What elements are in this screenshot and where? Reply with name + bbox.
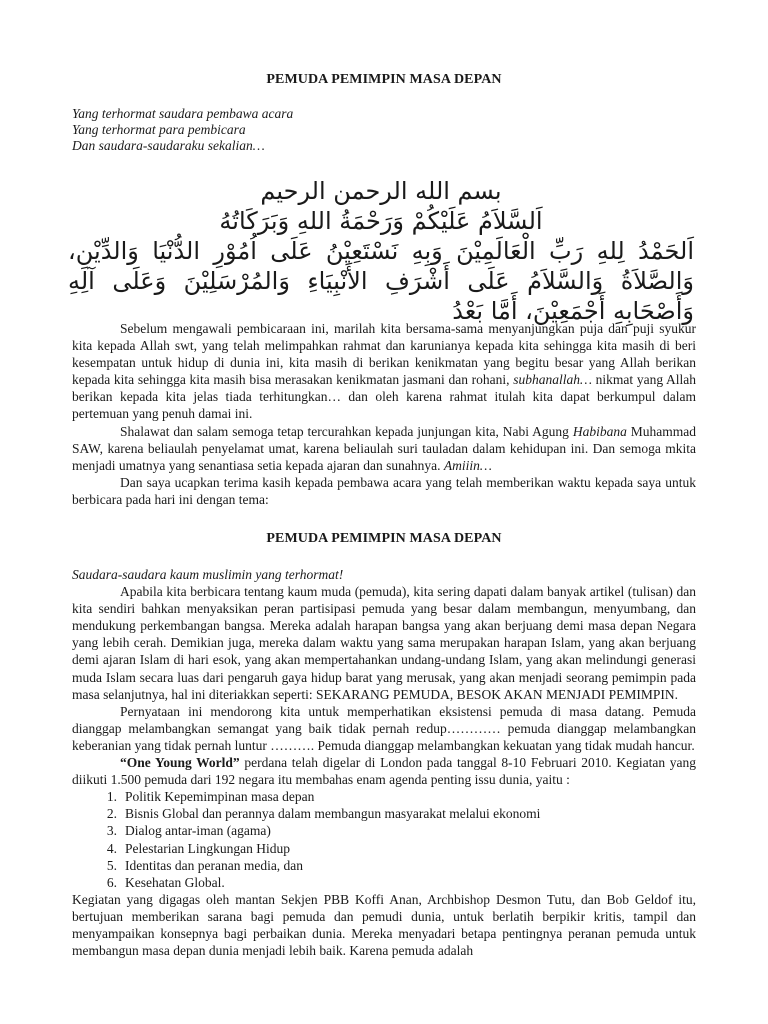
intro-text: Shalawat dan salam semoga tetap tercurahkan kepada junjungan kita, Nabi Agung: [120, 423, 569, 439]
agenda-list: [72, 788, 696, 891]
intro-paragraph-3: Dan saya ucapkan terima kasih kepada pembawa acara yang telah memberikan waktu kepada saya untuk berbicara pada hari ini dengan tema:: [72, 474, 696, 507]
intro-italic: Amiiin…: [443, 457, 492, 473]
list-text: Politik Kepemimpinan masa depan: [125, 789, 315, 805]
greeting-line: Yang terhormat saudara pembawa acara: [72, 106, 294, 121]
list-number: 5.: [106, 857, 117, 873]
list-number: 6.: [106, 874, 117, 890]
main-section: [72, 566, 696, 959]
list-item: [72, 822, 696, 839]
list-text: Dialog antar-iman (agama): [125, 823, 271, 839]
list-text: Kesehatan Global.: [125, 874, 225, 890]
list-text: Bisnis Global dan perannya dalam membangun masyarakat melalui ekonomi: [125, 806, 541, 822]
list-item: [72, 788, 696, 805]
arabic-salam: اَلسَّلاَمُ عَلَيْكُمْ وَرَحْمَةُ اللهِ وَبَرَكَاتُهُ: [219, 207, 543, 235]
event-name: “One Young World”: [120, 755, 240, 771]
arabic-basmala: بسم الله الرحمن الرحيم: [260, 177, 502, 205]
arabic-closing: وَأَصْحَابِهِ أَجْمَعِيْنَ، أَمَّا بَعْدُ: [452, 297, 694, 325]
intro-section: [72, 320, 696, 508]
greeting-block: [72, 106, 293, 154]
list-text: Pelestarian Lingkungan Hidup: [125, 840, 290, 856]
list-item: [72, 840, 696, 857]
list-item: [72, 805, 696, 822]
intro-text: Sebelum mengawali pembicaraan ini, marilah kita bersama-sama menyanjungkan puja dan puji syukur kita kepada Allah swt, yang telah melimpahkan rahmat dan karunianya kepada kita sehingga kita masih di beri kesempatan untuk hidup di dunia ini, kita masih di berikan kenikmatan yang begitu besar yang Allah berikan kepada kita sehingga kita masih bisa merasakan kenikmatan jasmani dan rohani,: [72, 321, 696, 388]
list-number: 1.: [106, 789, 117, 805]
section-title: PEMUDA PEMIMPIN MASA DEPAN: [266, 531, 502, 546]
greeting-line: Dan saudara-saudaraku sekalian…: [72, 138, 265, 153]
arabic-opening: [68, 176, 694, 326]
intro-text: nikmat yang Allah berikan kepada kita jelas tiada terhitungkan… dan oleh karena rahmat itulah kita dapat berkumpul dalam pertemuan yang penuh damai ini.: [72, 372, 697, 422]
main-text: perdana telah digelar di London pada tanggal 8-10 Februari 2010. Kegiatan yang diikuti 1.500 pemuda dari 192 negara itu membahas enam agenda penting issu dunia, yaitu :: [72, 755, 697, 788]
main-paragraph-3: [72, 754, 696, 788]
address-line: Saudara-saudara kaum muslimin yang terhormat!: [72, 567, 344, 582]
main-paragraph-1: Apabila kita berbicara tentang kaum muda (pemuda), kita sering dapati dalam banyak artikel (tulisan) dan kita sendiri bahkan menyaksikan peran partisipasi pemuda yang besar dalam membangun, menyumbang, dan mendukung perkembangan bangsa. Mereka adalah harapan bangsa yang akan berjuang demi masa depan Negara yang lebih cerah. Demikian juga, mereka dalam waktu yang sama merupakan harapan Islam, yang akan berjuang demi ajaran Islam di hari esok, yang akan mempertahankan undang-undang Islam, yang akan melindungi generasi muda Islam secara luas dari pengaruh gaya hidup barat yang merusak, yang akan menjadi seorang pemimpin pada masa selanjutnya, hal ini diteriakkan seperti: SEKARANG PEMUDA, BESOK AKAN MENJADI PEMIMPIN.: [72, 584, 696, 702]
list-number: 2.: [106, 806, 117, 822]
list-text: Identitas dan peranan media, dan: [125, 857, 304, 873]
greeting-line: Yang terhormat para pembicara: [72, 122, 246, 137]
list-item: [72, 857, 696, 874]
intro-italic: subhanallah…: [513, 372, 592, 388]
arabic-shalawat: وَالصَّلاَةُ وَالسَّلاَمُ عَلَى أَشْرَفِ الأَنْبِيَاءِ وَالمُرْسَلِيْنَ وَعَلَى آلِهِ: [68, 267, 694, 295]
list-number: 4.: [106, 840, 117, 856]
list-number: 3.: [106, 823, 117, 839]
intro-text: Muhammad SAW, karena beliaulah penyelamat umat, karena beliaulah suri tauladan dalam kehidupan ini. Dan semoga mkita menjadi umatnya yang senantiasa setia kepada ajaran dan sunahnya.: [72, 423, 697, 473]
main-paragraph-4: Kegiatan yang digagas oleh mantan Sekjen PBB Koffi Anan, Archbishop Desmon Tutu, dan Bob Geldof itu, bertujuan memberikan sarana bagi pemuda dan pemudi dunia, untuk berlatih berpikir kritis, tampil dan menyampaikan konsepnya bagi perbaikan dunia. Mereka menyadari betapa pentingnya peranan pemuda untuk membangun masa depan dunia menjadi lebih baik. Karena pemuda adalah: [72, 891, 696, 959]
intro-italic: Habibana: [572, 423, 627, 439]
intro-paragraph-1: [72, 320, 696, 423]
list-item: [72, 874, 696, 891]
intro-paragraph-2: [72, 423, 696, 474]
page-title: PEMUDA PEMIMPIN MASA DEPAN: [266, 72, 502, 87]
main-paragraph-2: Pernyataan ini mendorong kita untuk memperhatikan eksistensi pemuda di masa datang. Pemuda dianggap melambangkan semangat yang baik tidak pernah redup………… pemuda dianggap melambangkan keberanian yang tidak pernah luntur ………. Pemuda dianggap melambangkan kekuatan yang tidak mudah hancur.: [72, 703, 696, 753]
arabic-hamdalah: اَلحَمْدُ لِلهِ رَبِّ الْعَالَمِيْنَ وَبِهِ نَسْتَعِيْنُ عَلَى اُمُوْرِ الدُّنْيَا وَالدِّيْنِ،: [68, 237, 694, 265]
